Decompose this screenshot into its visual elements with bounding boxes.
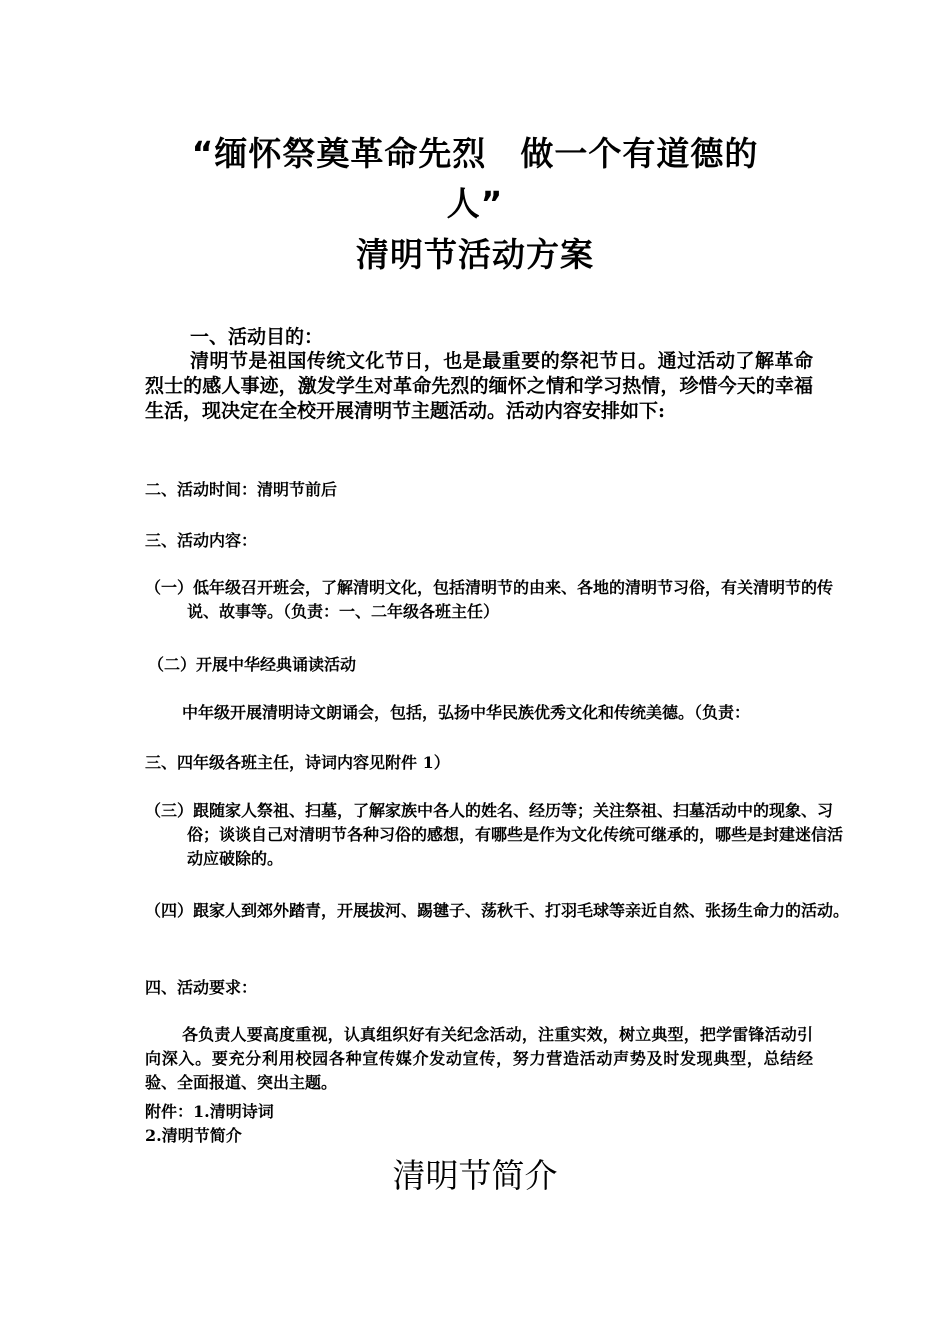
section-4-body: 各负责人要高度重视，认真组织好有关纪念活动，注重实效，树立典型，把学雷锋活动引向深入。要充分利用校园各种宣传媒介发动宣传，努力营造活动声势及时发现典型，总结经验、全面报道、突出主题。: [145, 1025, 813, 1092]
activity-item-4: （四）跟家人到郊外踏青，开展拔河、踢毽子、荡秋千、打羽毛球等亲近自然、张扬生命力的活动。: [145, 901, 850, 920]
activity-item-3: （三）跟随家人祭祖、扫墓，了解家族中各人的姓名、经历等；关注祭祖、扫墓活动中的现象、习俗；谈谈自己对清明节各种习俗的感想，有哪些是作为文化传统可继承的，哪些是封建迷信活动应破除的。: [145, 801, 844, 868]
section-2: 二、活动时间：清明节前后: [145, 480, 338, 499]
section-1-heading: 一、活动目的：: [190, 326, 324, 348]
attachment-line-2: 2.清明节简介: [145, 1126, 242, 1145]
activity-item-1: （一）低年级召开班会，了解清明文化，包括清明节的由来、各地的清明节习俗，有关清明节的传说、故事等。（负责：一、二年级各班主任）: [145, 578, 834, 621]
title-line-1: “缅怀祭奠革命先烈 做一个有道德的: [191, 134, 759, 173]
title-line-2: 人”: [446, 184, 504, 223]
intro-title: 清明节简介: [392, 1156, 558, 1195]
activity-item-2-tail: 三、四年级各班主任，诗词内容见附件 1）: [145, 753, 450, 772]
activity-item-2-body: 中年级开展清明诗文朗诵会，包括，弘扬中华民族优秀文化和传统美德。（负责：: [182, 703, 751, 722]
section-4-heading: 四、活动要求：: [145, 978, 258, 997]
attachment-line-1: 附件：1.清明诗词: [145, 1102, 274, 1121]
activity-item-2-heading: （二）开展中华经典诵读活动: [148, 655, 357, 674]
section-3-heading: 三、活动内容：: [145, 531, 258, 550]
section-1-body: 清明节是祖国传统文化节日，也是最重要的祭祀节日。通过活动了解革命烈士的感人事迹，激发学生对革命先烈的缅怀之情和学习热情，珍惜今天的幸福生活，现决定在全校开展清明节主题活动。活动内容安排如下:: [145, 350, 813, 422]
title-line-3: 清明节活动方案: [356, 235, 594, 274]
